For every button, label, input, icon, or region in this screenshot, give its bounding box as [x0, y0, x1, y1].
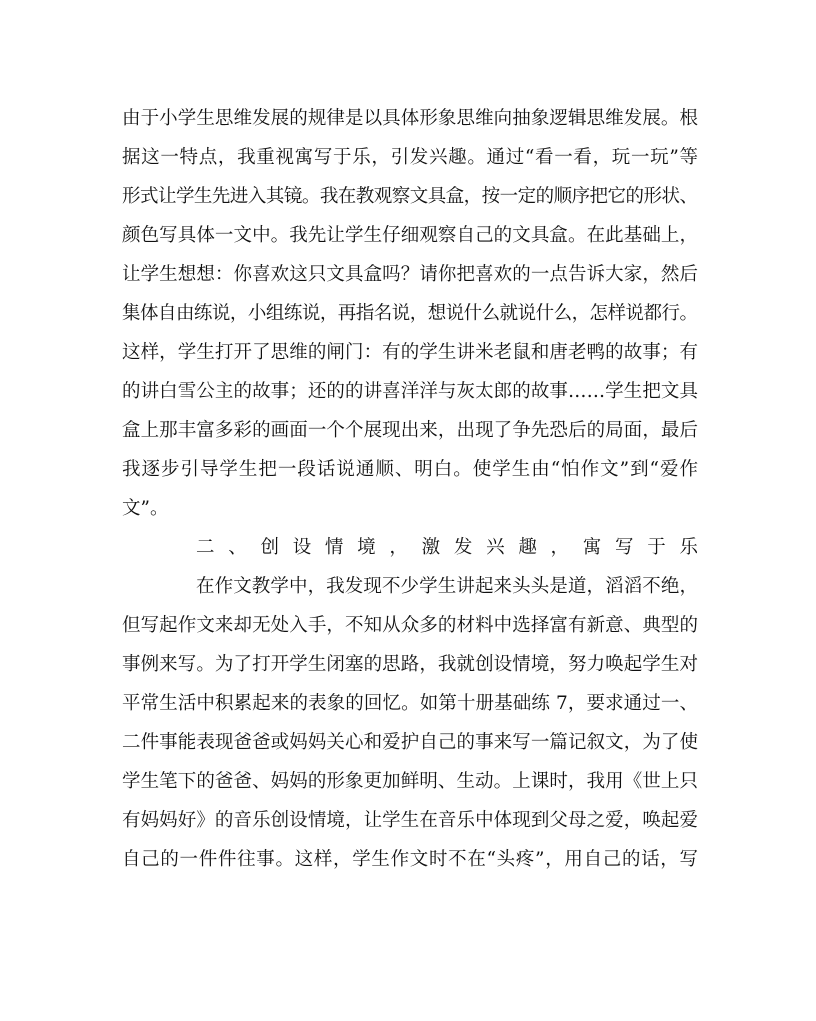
- text-line: 文”。: [122, 498, 169, 519]
- text-line: 让学生想想：你喜欢这只文具盒吗？请你把喜欢的一点告诉大家，然后: [122, 264, 699, 285]
- text-line: 盒上那丰富多彩的画面一个个展现出来，出现了争先恐后的局面，最后: [122, 420, 699, 441]
- text-line: 颜色写具体一文中。我先让学生仔细观察自己的文具盒。在此基础上，: [122, 225, 699, 246]
- text-line: 有妈妈好》的音乐创设情境，让学生在音乐中体现到父母之爱，唤起爱: [122, 810, 699, 831]
- text-line: 但写起作文来却无处入手，不知从众多的材料中选择富有新意、典型的: [122, 615, 699, 636]
- paragraph-first-line: 在作文教学中，我发现不少学生讲起来头头是道，滔滔不绝，: [196, 576, 699, 597]
- text-line: 集体自由练说，小组练说，再指名说，想说什么就说什么，怎样说都行。: [122, 303, 698, 324]
- text-line: 事例来写。为了打开学生闭塞的思路，我就创设情境，努力唤起学生对: [122, 654, 699, 675]
- text-line: 平常生活中积累起来的表象的回忆。如第十册基础练 7，要求通过一、: [122, 693, 699, 714]
- text-line: 学生笔下的爸爸、妈妈的形象更加鲜明、生动。上课时，我用《世上只: [122, 771, 699, 792]
- text-line: 由于小学生思维发展的规律是以具体形象思维向抽象逻辑思维发展。根: [122, 108, 699, 129]
- text-line: 我逐步引导学生把一段话说通顺、明白。使学生由“怕作文”到“爱作: [122, 459, 699, 480]
- text-line: 的讲白雪公主的故事；还的的讲喜洋洋与灰太郎的故事……学生把文具: [122, 381, 699, 402]
- text-line: 形式让学生先进入其镜。我在教观察文具盒，按一定的顺序把它的形状、: [122, 186, 698, 207]
- text-line: 自己的一件件往事。这样，学生作文时不在“头疼”，用自己的话，写: [122, 849, 699, 870]
- text-line: 据这一特点，我重视寓写于乐，引发兴趣。通过“看一看，玩一玩”等: [122, 147, 699, 168]
- section-heading: 二、创设情境，激发兴趣，寓写于乐: [196, 537, 712, 558]
- text-line: 这样，学生打开了思维的闸门：有的学生讲米老鼠和唐老鸭的故事；有: [122, 342, 699, 363]
- text-line: 二件事能表现爸爸或妈妈关心和爱护自己的事来写一篇记叙文，为了使: [122, 732, 699, 753]
